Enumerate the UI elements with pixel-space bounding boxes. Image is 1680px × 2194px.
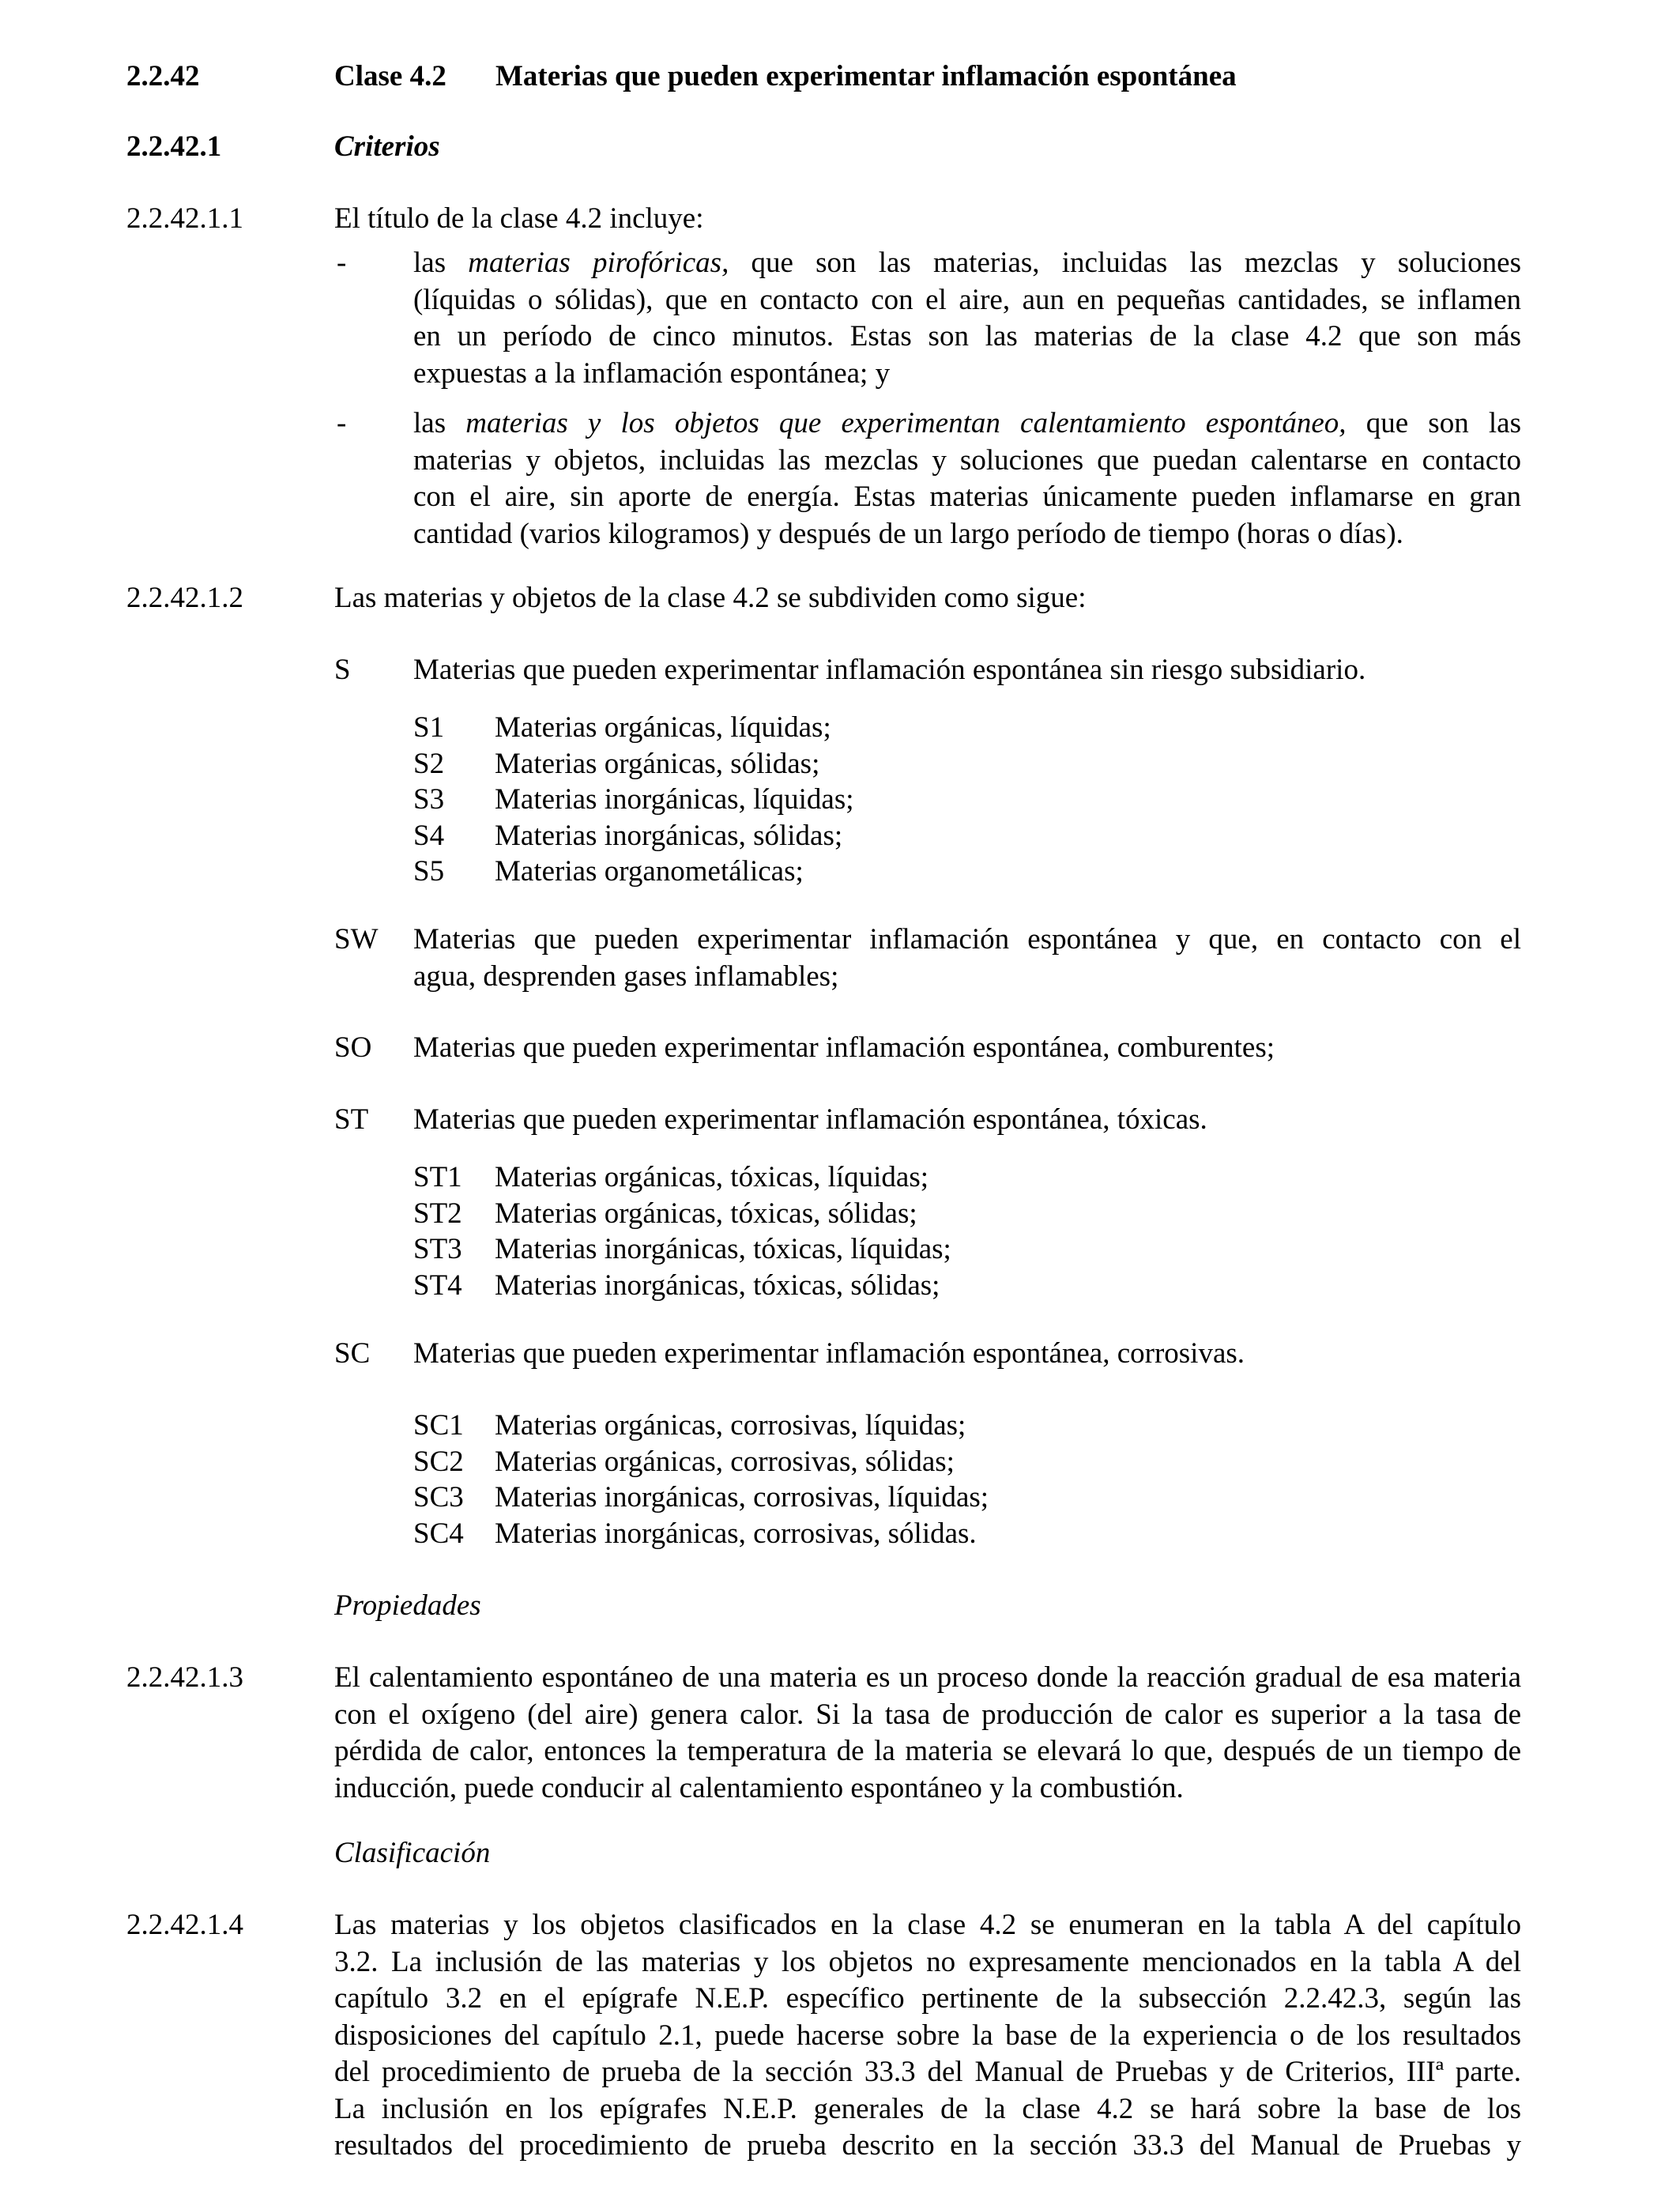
text-line: La inclusión en los epígrafes N.E.P. generales de la clase 4.2 se hará sobre la base de los xyxy=(334,2092,1521,2125)
sub-text: Materias orgánicas, líquidas; xyxy=(495,711,831,744)
text-line: del procedimiento de prueba de la sección 33.3 del Manual de Pruebas y de Criterios, IIIª parte. xyxy=(334,2056,1521,2088)
text-line xyxy=(413,356,1521,393)
group-code: SO xyxy=(334,1031,372,1064)
paragraph-number: 2.2.42.1.1 xyxy=(126,202,243,235)
text-line: pérdida de calor, entonces la temperatura de la materia se elevará lo que, después de un tiempo de xyxy=(334,1735,1521,1767)
text-run: (líquidas o sólidas), que en contacto con el aire, aun en pequeñas cantidades, se inflamen xyxy=(413,283,1521,316)
paragraph-body xyxy=(334,1660,1521,1807)
sub-code: S5 xyxy=(413,855,445,888)
italic-term: materias pirofóricas, xyxy=(468,247,729,279)
section-title: Materias que pueden experimentar inflamación espontánea xyxy=(495,60,1237,92)
sub-code: SC1 xyxy=(413,1409,464,1442)
paragraph-number: 2.2.42.1.4 xyxy=(126,1909,243,1941)
sub-text: Materias orgánicas, sólidas; xyxy=(495,747,820,780)
text-line: disposiciones del capítulo 2.1, puede hacerse sobre la base de la experiencia o de los resultados xyxy=(334,2019,1521,2052)
sub-text: Materias organometálicas; xyxy=(495,855,804,888)
text-line xyxy=(413,282,1521,319)
sub-code: S3 xyxy=(413,783,445,816)
bullet-text xyxy=(413,245,1521,392)
text-line xyxy=(413,443,1521,480)
group-text xyxy=(413,922,1521,995)
sub-code: S4 xyxy=(413,819,445,852)
group-text: Materias que pueden experimentar inflamación espontánea sin riesgo subsidiario. xyxy=(413,654,1366,686)
text-line xyxy=(413,405,1521,443)
sub-code: ST2 xyxy=(413,1197,462,1230)
bullet-dash: - xyxy=(337,247,347,279)
sub-code: ST3 xyxy=(413,1233,462,1266)
italic-term: materias y los objetos que experimentan calentamiento espontáneo, xyxy=(465,407,1347,439)
sub-code: ST1 xyxy=(413,1161,462,1193)
bullet-text xyxy=(413,405,1521,552)
group-code: ST xyxy=(334,1103,369,1136)
text-line xyxy=(413,319,1521,356)
text-run: en un período de cinco minutos. Estas son las materias de la clase 4.2 que son más xyxy=(413,320,1521,352)
sub-text: Materias orgánicas, corrosivas, sólidas; xyxy=(495,1445,955,1478)
text-line xyxy=(413,245,1521,282)
group-text: Materias que pueden experimentar inflamación espontánea, tóxicas. xyxy=(413,1103,1207,1136)
text-line: Las materias y los objetos clasificados en la clase 4.2 se enumeran en la tabla A del capítulo xyxy=(334,1909,1521,1941)
paragraph-number: 2.2.42.1.2 xyxy=(126,582,243,614)
sub-text: Materias inorgánicas, sólidas; xyxy=(495,819,843,852)
text-line: resultados del procedimiento de prueba descrito en la sección 33.3 del Manual de Pruebas y xyxy=(334,2129,1521,2162)
paragraph-intro: Las materias y objetos de la clase 4.2 se subdividen como sigue: xyxy=(334,582,1087,614)
sub-text: Materias inorgánicas, líquidas; xyxy=(495,783,854,816)
text-line: inducción, puede conducir al calentamiento espontáneo y la combustión. xyxy=(334,1771,1184,1804)
sub-text: Materias orgánicas, tóxicas, sólidas; xyxy=(495,1197,917,1230)
section-number: 2.2.42 xyxy=(126,60,200,92)
sub-text: Materias inorgánicas, corrosivas, sólidas. xyxy=(495,1517,977,1550)
sub-code: SC4 xyxy=(413,1517,464,1550)
text-line: agua, desprenden gases inflamables; xyxy=(413,959,839,993)
subheading-propiedades: Propiedades xyxy=(334,1589,481,1622)
text-run: cantidad (varios kilogramos) y después de un largo período de tiempo (horas o días). xyxy=(413,517,1403,550)
text-line: capítulo 3.2 en el epígrafe N.E.P. específico pertinente de la subsección 2.2.42.3, según las xyxy=(334,1982,1521,2015)
group-code: SW xyxy=(334,923,379,956)
text-line: El calentamiento espontáneo de una materia es un proceso donde la reacción gradual de esa materia xyxy=(334,1661,1521,1694)
text-line: 3.2. La inclusión de las materias y los objetos no expresamente mencionados en la tabla A del xyxy=(334,1945,1521,1978)
subsection-title: Criterios xyxy=(334,130,440,163)
text-line xyxy=(413,479,1521,516)
sub-code: S2 xyxy=(413,747,445,780)
sub-text: Materias inorgánicas, tóxicas, líquidas; xyxy=(495,1233,951,1266)
text-run: que son las xyxy=(1346,407,1521,439)
group-code: S xyxy=(334,654,351,686)
text-run: materias y objetos, incluidas las mezclas y soluciones que puedan calentarse en contacto xyxy=(413,443,1521,477)
text-run: expuestas a la inflamación espontánea; y xyxy=(413,356,891,390)
subheading-clasificacion: Clasificación xyxy=(334,1837,491,1869)
text-run: las xyxy=(413,247,469,279)
sub-code: SC2 xyxy=(413,1445,464,1478)
group-code: SC xyxy=(334,1337,371,1370)
group-text: Materias que pueden experimentar inflamación espontánea, corrosivas. xyxy=(413,1337,1245,1370)
text-line: con el oxígeno (del aire) genera calor. Si la tasa de producción de calor es superior a la tasa de xyxy=(334,1698,1521,1731)
sub-code: SC3 xyxy=(413,1481,464,1514)
group-text: Materias que pueden experimentar inflamación espontánea, comburentes; xyxy=(413,1031,1275,1064)
text-line: Materias que pueden experimentar inflamación espontánea y que, en contacto con el xyxy=(413,923,1521,956)
subsection-number: 2.2.42.1 xyxy=(126,130,222,163)
text-run: las xyxy=(413,407,466,439)
sub-text: Materias inorgánicas, tóxicas, sólidas; xyxy=(495,1269,940,1302)
paragraph-number: 2.2.42.1.3 xyxy=(126,1661,243,1694)
sub-text: Materias inorgánicas, corrosivas, líquidas; xyxy=(495,1481,989,1514)
paragraph-body xyxy=(334,1907,1521,2165)
sub-code: S1 xyxy=(413,711,445,744)
sub-text: Materias orgánicas, tóxicas, líquidas; xyxy=(495,1161,929,1193)
text-run: con el aire, sin aporte de energía. Estas materias únicamente pueden inflamarse en gran xyxy=(413,481,1521,513)
class-label: Clase 4.2 xyxy=(334,60,446,92)
sub-text: Materias orgánicas, corrosivas, líquidas; xyxy=(495,1409,966,1442)
text-line xyxy=(413,516,1521,553)
bullet-dash: - xyxy=(337,407,347,439)
text-run: que son las materias, incluidas las mezclas y soluciones xyxy=(729,247,1521,279)
sub-code: ST4 xyxy=(413,1269,462,1302)
paragraph-intro: El título de la clase 4.2 incluye: xyxy=(334,202,704,235)
